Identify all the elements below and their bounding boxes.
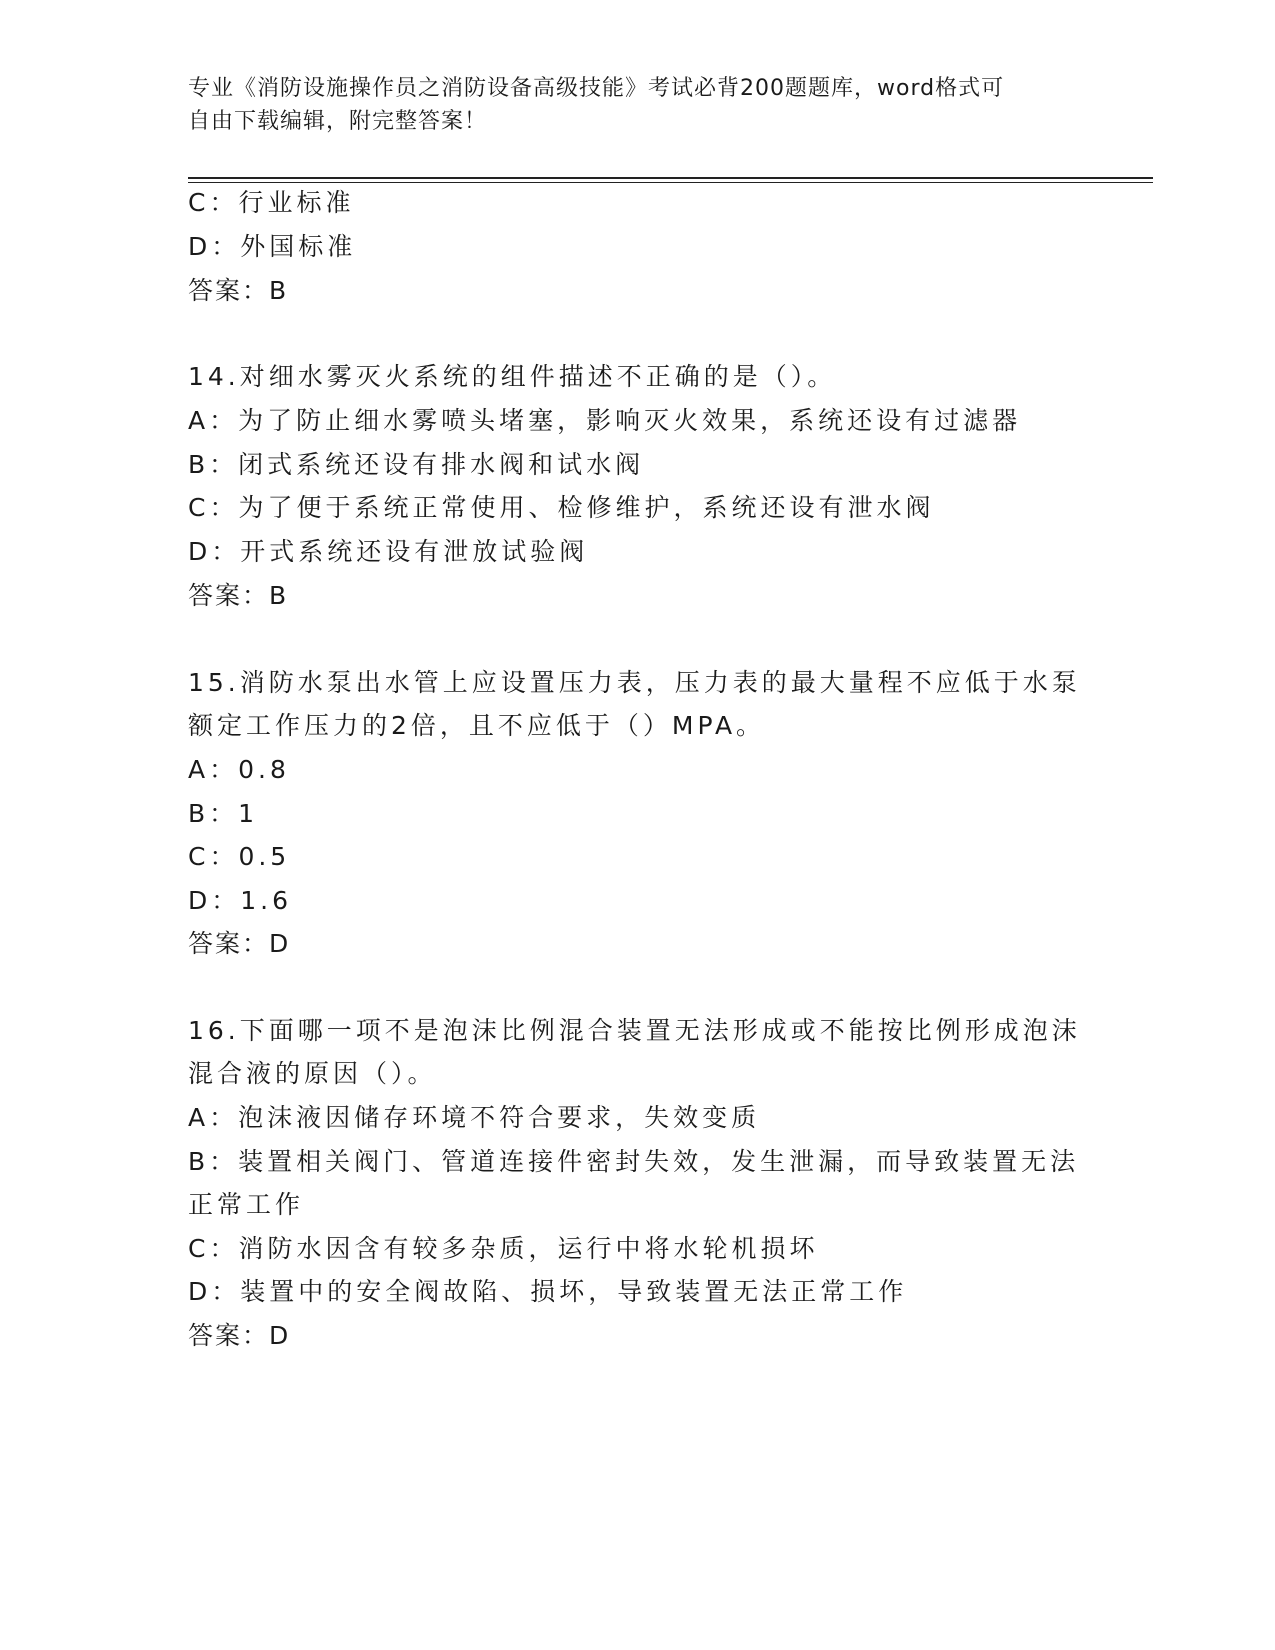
option-d: D：装置中的安全阀故陷、损坏，导致装置无法正常工作 <box>188 1277 908 1306</box>
option-c: C：消防水因含有较多杂质，运行中将水轮机损坏 <box>188 1234 819 1263</box>
question-stem: 14.对细水雾灭火系统的组件描述不正确的是（）。 <box>188 362 837 391</box>
answer-line: 答案：D <box>188 929 291 958</box>
option-a: A：0.8 <box>188 755 290 784</box>
option-a: A：为了防止细水雾喷头堵塞，影响灭火效果，系统还设有过滤器 <box>188 406 1022 435</box>
option-b: B：闭式系统还设有排水阀和试水阀 <box>188 450 645 479</box>
header-line-2: 自由下载编辑，附完整答案！ <box>188 109 488 134</box>
option-c: C：为了便于系统正常使用、检修维护，系统还设有泄水阀 <box>188 493 935 522</box>
option-b: B：1 <box>188 799 259 828</box>
question-stem: 15.消防水泵出水管上应设置压力表，压力表的最大量程不应低于水泵 <box>188 668 1081 697</box>
question-stem: 16.下面哪一项不是泡沫比例混合装置无法形成或不能按比例形成泡沫 <box>188 1016 1081 1045</box>
question-stem-continued: 混合液的原因（）。 <box>188 1059 437 1088</box>
answer-line: 答案：B <box>188 581 289 610</box>
option-d: D：1.6 <box>188 886 293 915</box>
answer-line: 答案：D <box>188 1321 291 1350</box>
header-divider-thick <box>188 177 1153 179</box>
option-b-continued: 正常工作 <box>188 1190 305 1219</box>
option-d: D：开式系统还设有泄放试验阀 <box>188 537 589 566</box>
document-header <box>188 72 1068 138</box>
option-a: A：泡沫液因储存环境不符合要求，失效变质 <box>188 1103 761 1132</box>
question-stem-continued: 额定工作压力的2倍，且不应低于（）MPA。 <box>188 711 766 740</box>
option-d: D：外国标准 <box>188 232 357 261</box>
option-b: B：装置相关阀门、管道连接件密封失效，发生泄漏，而导致装置无法 <box>188 1147 1080 1176</box>
answer-line: 答案：B <box>188 276 289 305</box>
option-c: C：0.5 <box>188 842 291 871</box>
option-c: C：行业标准 <box>188 188 355 217</box>
header-line-1: 专业《消防设施操作员之消防设备高级技能》考试必背200题题库，word格式可 <box>188 76 1005 101</box>
header-divider-thin <box>188 182 1153 183</box>
